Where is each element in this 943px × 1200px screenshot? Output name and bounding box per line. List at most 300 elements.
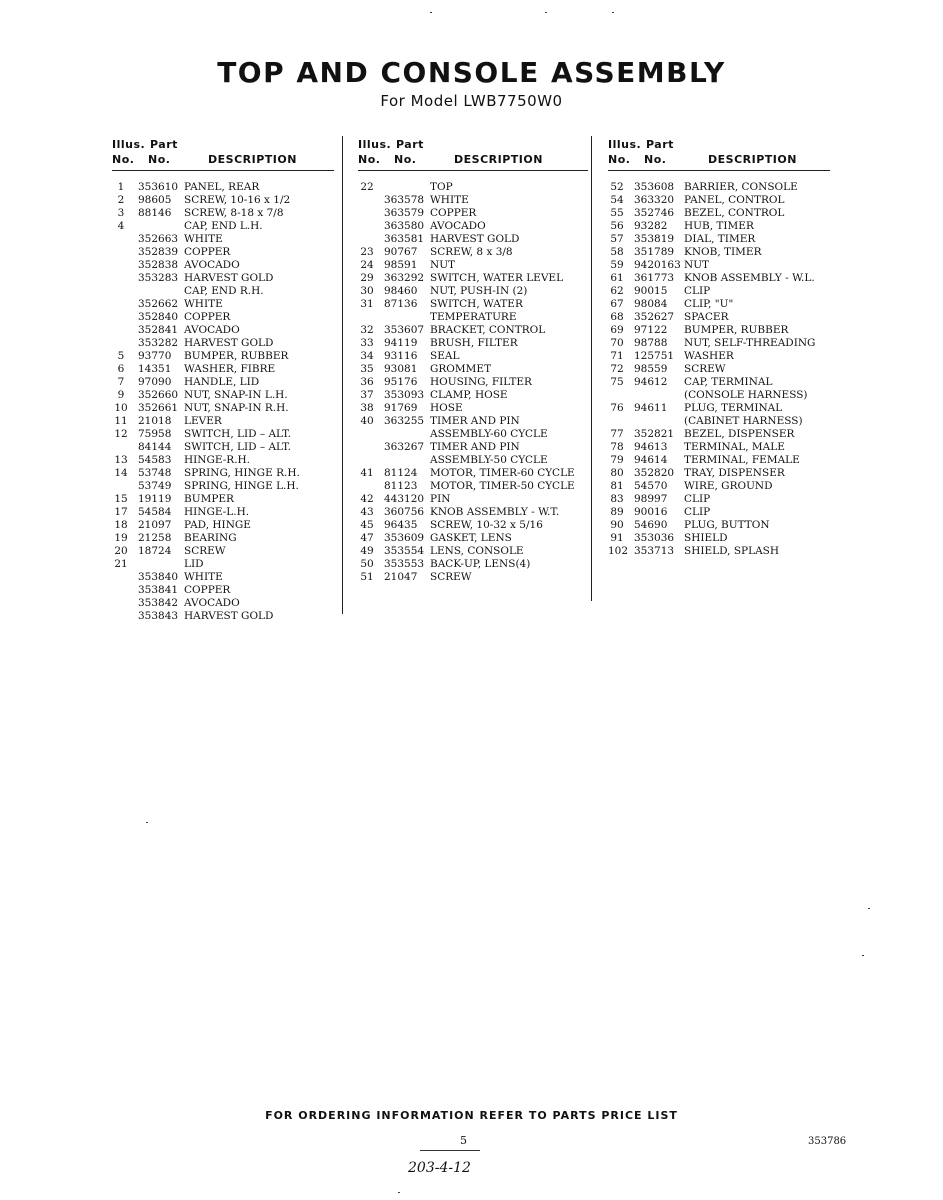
illus-number: 83: [610, 493, 624, 505]
part-row: [608, 298, 830, 311]
illus-number: 19: [114, 532, 128, 544]
part-description: CLAMP, HOSE: [430, 389, 508, 401]
part-row: [112, 285, 334, 298]
part-description: SCREW, 8 x 3/8: [430, 246, 513, 258]
part-number: 443120: [384, 493, 425, 505]
part-description: KNOB, TIMER: [684, 246, 762, 258]
part-description: CLIP: [684, 493, 711, 505]
part-number: 352660: [138, 389, 179, 401]
part-row: [358, 519, 588, 532]
part-number: 363255: [384, 415, 425, 427]
part-number: 54690: [634, 519, 668, 531]
part-description: PAD, HINGE: [184, 519, 251, 531]
part-row: [358, 467, 588, 480]
illus-number: 4: [117, 220, 125, 232]
column-header: [608, 136, 830, 171]
part-number: 361773: [634, 272, 675, 284]
illus-number: 22: [360, 181, 374, 193]
part-number: 363267: [384, 441, 425, 453]
scan-speck: [146, 822, 148, 823]
part-row: [112, 467, 334, 480]
illus-number: 72: [610, 363, 624, 375]
part-description: WHITE: [184, 233, 223, 245]
part-description: HARVEST GOLD: [184, 610, 274, 622]
part-description: SCREW, 10-16 x 1/2: [184, 194, 291, 206]
illus-number: 90: [610, 519, 624, 531]
header-illus-no: No.: [358, 153, 381, 166]
part-description: HOUSING, FILTER: [430, 376, 532, 388]
part-description: WHITE: [184, 571, 223, 583]
part-description: GASKET, LENS: [430, 532, 512, 544]
part-number: 75958: [138, 428, 172, 440]
part-row: [608, 467, 830, 480]
part-row: [608, 207, 830, 220]
part-row: [112, 402, 334, 415]
part-row: [608, 532, 830, 545]
part-number: 360756: [384, 506, 425, 518]
part-row: [112, 324, 334, 337]
part-row: [112, 311, 334, 324]
part-description: PANEL, CONTROL: [684, 194, 785, 206]
illus-number: 35: [360, 363, 374, 375]
part-row: [358, 376, 588, 389]
part-description: COPPER: [184, 311, 231, 323]
part-number: 353554: [384, 545, 425, 557]
part-description: SCREW, 8-18 x 7/8: [184, 207, 284, 219]
part-description: COPPER: [184, 246, 231, 258]
part-description: NUT: [430, 259, 456, 271]
scan-speck: [612, 12, 614, 13]
illus-number: 9: [117, 389, 125, 401]
part-row: [358, 233, 588, 246]
part-row: [358, 272, 588, 285]
part-row: [608, 428, 830, 441]
part-number: 353610: [138, 181, 179, 193]
part-row: [112, 584, 334, 597]
part-description: NUT, SELF-THREADING: [684, 337, 816, 349]
part-number: 21047: [384, 571, 418, 583]
part-description: NUT, SNAP-IN L.H.: [184, 389, 288, 401]
part-row: [608, 480, 830, 493]
part-row: [358, 441, 588, 454]
part-description: KNOB ASSEMBLY - W.L.: [684, 272, 815, 284]
illus-number: 38: [360, 402, 374, 414]
illus-number: 78: [610, 441, 624, 453]
document-number: 353786: [808, 1136, 847, 1147]
part-number: 21097: [138, 519, 172, 531]
part-description: BRUSH, FILTER: [430, 337, 518, 349]
part-number: 98460: [384, 285, 418, 297]
part-number: 93282: [634, 220, 668, 232]
part-description: BRACKET, CONTROL: [430, 324, 546, 336]
part-number: 352840: [138, 311, 179, 323]
illus-number: 3: [117, 207, 125, 219]
illus-number: 36: [360, 376, 374, 388]
part-description: PIN: [430, 493, 451, 505]
part-description: AVOCADO: [430, 220, 486, 232]
parts-column-3: [608, 136, 830, 558]
handwritten-note: 203-4-12: [408, 1160, 471, 1176]
part-row: [608, 454, 830, 467]
part-description: BEZEL, DISPENSER: [684, 428, 795, 440]
part-description: CAP, END L.H.: [184, 220, 263, 232]
part-description: WASHER: [684, 350, 734, 362]
part-number: 363292: [384, 272, 425, 284]
part-description: AVOCADO: [184, 324, 240, 336]
part-number: 90767: [384, 246, 418, 258]
part-number: 353608: [634, 181, 675, 193]
part-row: [358, 480, 588, 493]
part-description: NUT, PUSH-IN (2): [430, 285, 528, 297]
part-number: 96435: [384, 519, 418, 531]
part-description: BEZEL, CONTROL: [684, 207, 785, 219]
illus-number: 34: [360, 350, 374, 362]
part-row: [112, 246, 334, 259]
part-row: [608, 324, 830, 337]
part-row: [358, 285, 588, 298]
part-row: [608, 441, 830, 454]
part-description: ASSEMBLY-50 CYCLE: [430, 454, 548, 466]
illus-number: 69: [610, 324, 624, 336]
part-row: [358, 311, 588, 324]
part-row: [112, 415, 334, 428]
illus-number: 55: [610, 207, 624, 219]
part-row: [358, 506, 588, 519]
part-row: [358, 454, 588, 467]
illus-number: 29: [360, 272, 374, 284]
parts-list: [608, 181, 830, 558]
header-description: DESCRIPTION: [708, 153, 797, 166]
part-number: 98788: [634, 337, 668, 349]
part-number: 98559: [634, 363, 668, 375]
part-row: [358, 545, 588, 558]
part-number: 94119: [384, 337, 418, 349]
part-number: 352663: [138, 233, 179, 245]
part-row: [358, 558, 588, 571]
part-description: BUMPER, RUBBER: [184, 350, 289, 362]
illus-number: 42: [360, 493, 374, 505]
part-number: 363581: [384, 233, 425, 245]
illus-number: 57: [610, 233, 624, 245]
part-number: 353819: [634, 233, 675, 245]
part-description: HARVEST GOLD: [184, 337, 274, 349]
part-row: [608, 285, 830, 298]
part-number: 353843: [138, 610, 179, 622]
part-description: WHITE: [184, 298, 223, 310]
illus-number: 91: [610, 532, 624, 544]
page-number-rule: [420, 1150, 480, 1151]
part-number: 9420163: [634, 259, 681, 271]
part-description: LEVER: [184, 415, 222, 427]
part-description: BEARING: [184, 532, 237, 544]
part-row: [358, 363, 588, 376]
part-number: 353282: [138, 337, 179, 349]
header-description: DESCRIPTION: [454, 153, 543, 166]
part-number: 98084: [634, 298, 668, 310]
part-row: [112, 376, 334, 389]
part-number: 353093: [384, 389, 425, 401]
part-description: BARRIER, CONSOLE: [684, 181, 798, 193]
part-description: MOTOR, TIMER-50 CYCLE: [430, 480, 575, 492]
illus-number: 1: [117, 181, 125, 193]
illus-number: 21: [114, 558, 128, 570]
part-description: NUT, SNAP-IN R.H.: [184, 402, 289, 414]
part-number: 352662: [138, 298, 179, 310]
part-number: 351789: [634, 246, 675, 258]
part-number: 54570: [634, 480, 668, 492]
part-row: [112, 597, 334, 610]
illus-number: 12: [114, 428, 128, 440]
illus-number: 6: [117, 363, 125, 375]
part-row: [608, 389, 830, 402]
part-number: 19119: [138, 493, 172, 505]
part-description: PANEL, REAR: [184, 181, 260, 193]
illus-number: 7: [117, 376, 125, 388]
illus-number: 80: [610, 467, 624, 479]
illus-number: 32: [360, 324, 374, 336]
header-illus: Illus.: [608, 138, 642, 151]
part-description: ASSEMBLY-60 CYCLE: [430, 428, 548, 440]
illus-number: 41: [360, 467, 374, 479]
part-row: [112, 259, 334, 272]
part-row: [608, 233, 830, 246]
part-row: [358, 389, 588, 402]
column-divider-2: [591, 136, 592, 601]
part-number: 97090: [138, 376, 172, 388]
part-description: COPPER: [184, 584, 231, 596]
part-row: [358, 246, 588, 259]
part-row: [112, 233, 334, 246]
part-number: 353609: [384, 532, 425, 544]
part-number: 90016: [634, 506, 668, 518]
part-row: [358, 259, 588, 272]
part-row: [608, 272, 830, 285]
part-description: SCREW: [430, 571, 472, 583]
illus-number: 56: [610, 220, 624, 232]
part-row: [358, 571, 588, 584]
illus-number: 24: [360, 259, 374, 271]
part-row: [608, 337, 830, 350]
illus-number: 81: [610, 480, 624, 492]
part-number: 352839: [138, 246, 179, 258]
part-number: 93081: [384, 363, 418, 375]
part-description: SCREW: [684, 363, 726, 375]
part-description: SCREW, 10-32 x 5/16: [430, 519, 543, 531]
part-row: [608, 506, 830, 519]
parts-column-1: [112, 136, 334, 623]
illus-number: 62: [610, 285, 624, 297]
part-description: BUMPER, RUBBER: [684, 324, 789, 336]
part-description: HINGE-R.H.: [184, 454, 251, 466]
model-subtitle: For Model LWB7750W0: [380, 92, 563, 110]
part-number: 94613: [634, 441, 668, 453]
part-description: (CABINET HARNESS): [684, 415, 803, 427]
part-number: 53748: [138, 467, 172, 479]
part-description: CLIP: [684, 285, 711, 297]
part-row: [112, 532, 334, 545]
part-description: LID: [184, 558, 204, 570]
part-row: [608, 493, 830, 506]
part-row: [358, 207, 588, 220]
part-description: HUB, TIMER: [684, 220, 754, 232]
part-number: 352661: [138, 402, 179, 414]
part-description: KNOB ASSEMBLY - W.T.: [430, 506, 560, 518]
part-row: [608, 376, 830, 389]
part-number: 94614: [634, 454, 668, 466]
part-number: 98997: [634, 493, 668, 505]
header-part: Part: [646, 138, 674, 151]
part-row: [358, 532, 588, 545]
illus-number: 102: [608, 545, 629, 557]
part-row: [608, 194, 830, 207]
part-description: HINGE-L.H.: [184, 506, 250, 518]
part-row: [112, 558, 334, 571]
part-number: 94612: [634, 376, 668, 388]
part-number: 125751: [634, 350, 675, 362]
part-number: 95176: [384, 376, 418, 388]
illus-number: 37: [360, 389, 374, 401]
part-row: [608, 350, 830, 363]
part-row: [112, 220, 334, 233]
part-row: [608, 181, 830, 194]
part-number: 352821: [634, 428, 675, 440]
part-number: 353607: [384, 324, 425, 336]
part-description: TIMER AND PIN: [430, 441, 520, 453]
part-number: 98591: [384, 259, 418, 271]
part-row: [112, 571, 334, 584]
illus-number: 51: [360, 571, 374, 583]
part-description: PLUG, TERMINAL: [684, 402, 783, 414]
part-number: 352746: [634, 207, 675, 219]
illus-number: 10: [114, 402, 128, 414]
illus-number: 30: [360, 285, 374, 297]
illus-number: 14: [114, 467, 128, 479]
part-description: SWITCH, LID – ALT.: [184, 441, 291, 453]
part-description: SPRING, HINGE L.H.: [184, 480, 299, 492]
illus-number: 67: [610, 298, 624, 310]
part-description: (CONSOLE HARNESS): [684, 389, 808, 401]
part-row: [112, 441, 334, 454]
part-number: 91769: [384, 402, 418, 414]
part-number: 93770: [138, 350, 172, 362]
scan-speck: [868, 908, 870, 909]
part-description: WIRE, GROUND: [684, 480, 773, 492]
part-row: [358, 337, 588, 350]
part-description: TERMINAL, MALE: [684, 441, 785, 453]
part-description: HANDLE, LID: [184, 376, 260, 388]
part-row: [608, 545, 830, 558]
illus-number: 49: [360, 545, 374, 557]
column-header: [358, 136, 588, 171]
header-illus-no: No.: [608, 153, 631, 166]
part-row: [358, 220, 588, 233]
scan-speck: [398, 1192, 400, 1193]
header-illus-no: No.: [112, 153, 135, 166]
part-row: [112, 493, 334, 506]
part-number: 81124: [384, 467, 418, 479]
illus-number: 20: [114, 545, 128, 557]
part-description: TRAY, DISPENSER: [684, 467, 785, 479]
part-number: 363579: [384, 207, 425, 219]
illus-number: 77: [610, 428, 624, 440]
part-row: [358, 493, 588, 506]
parts-column-2: [358, 136, 588, 584]
part-number: 353283: [138, 272, 179, 284]
header-description: DESCRIPTION: [208, 153, 297, 166]
scan-speck: [545, 12, 547, 13]
part-number: 353841: [138, 584, 179, 596]
part-row: [608, 220, 830, 233]
part-description: NUT: [684, 259, 710, 271]
part-description: TIMER AND PIN: [430, 415, 520, 427]
part-number: 81123: [384, 480, 418, 492]
part-description: SWITCH, WATER: [430, 298, 523, 310]
header-part-no: No.: [394, 153, 417, 166]
scan-speck: [430, 12, 432, 13]
part-description: SEAL: [430, 350, 460, 362]
part-row: [112, 194, 334, 207]
part-number: 98605: [138, 194, 172, 206]
illus-number: 68: [610, 311, 624, 323]
part-row: [358, 415, 588, 428]
part-row: [608, 415, 830, 428]
part-row: [608, 259, 830, 272]
part-row: [358, 181, 588, 194]
part-description: HARVEST GOLD: [430, 233, 520, 245]
part-description: SPRING, HINGE R.H.: [184, 467, 300, 479]
part-row: [112, 428, 334, 441]
illus-number: 45: [360, 519, 374, 531]
part-description: CLIP: [684, 506, 711, 518]
illus-number: 50: [360, 558, 374, 570]
illus-number: 33: [360, 337, 374, 349]
part-number: 90015: [634, 285, 668, 297]
part-row: [358, 350, 588, 363]
illus-number: 13: [114, 454, 128, 466]
illus-number: 61: [610, 272, 624, 284]
column-divider-1: [342, 136, 343, 614]
part-row: [358, 324, 588, 337]
illus-number: 43: [360, 506, 374, 518]
part-number: 54583: [138, 454, 172, 466]
parts-list: [112, 181, 334, 623]
part-number: 97122: [634, 324, 668, 336]
illus-number: 79: [610, 454, 624, 466]
part-row: [112, 181, 334, 194]
part-number: 54584: [138, 506, 172, 518]
header-illus: Illus.: [358, 138, 392, 151]
part-description: GROMMET: [430, 363, 492, 375]
parts-list: [358, 181, 588, 584]
part-number: 352841: [138, 324, 179, 336]
part-description: SWITCH, WATER LEVEL: [430, 272, 564, 284]
part-description: BUMPER: [184, 493, 234, 505]
header-part: Part: [396, 138, 424, 151]
illus-number: 5: [117, 350, 125, 362]
part-description: CAP, TERMINAL: [684, 376, 773, 388]
part-description: SHIELD: [684, 532, 728, 544]
part-number: 363580: [384, 220, 425, 232]
illus-number: 40: [360, 415, 374, 427]
part-description: LENS, CONSOLE: [430, 545, 524, 557]
header-illus: Illus.: [112, 138, 146, 151]
part-number: 352838: [138, 259, 179, 271]
part-number: 353842: [138, 597, 179, 609]
part-number: 363578: [384, 194, 425, 206]
part-description: AVOCADO: [184, 597, 240, 609]
part-row: [112, 480, 334, 493]
part-number: 353840: [138, 571, 179, 583]
